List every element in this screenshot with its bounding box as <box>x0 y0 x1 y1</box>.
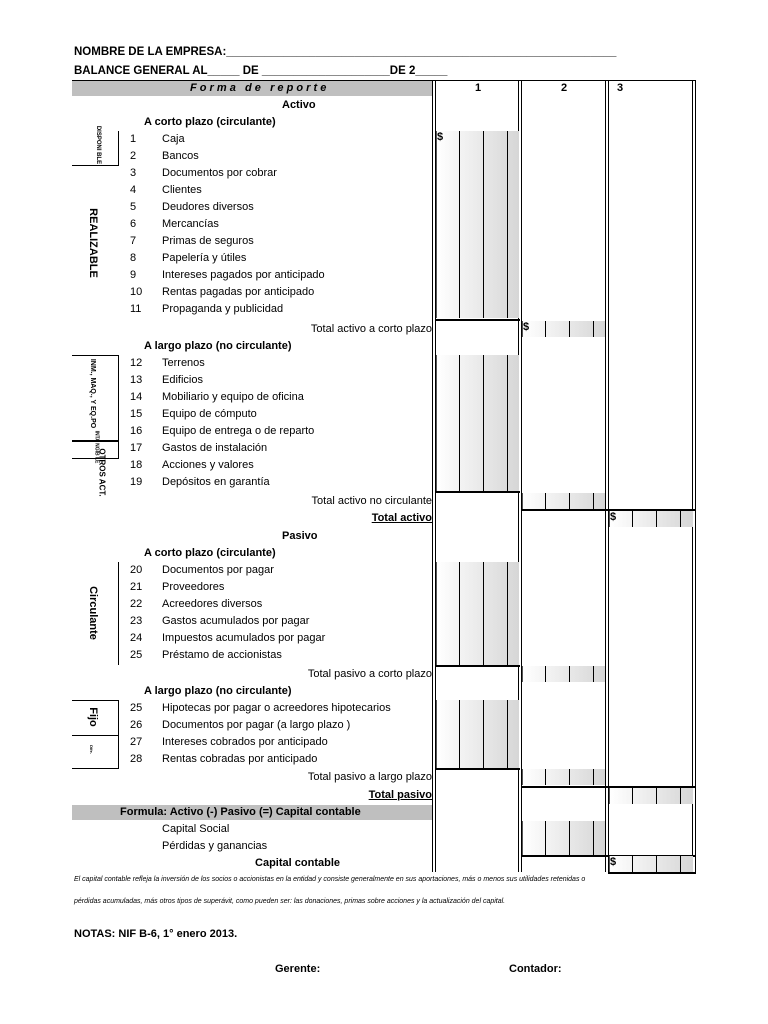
account-label: Edificios <box>162 374 203 386</box>
col2-divider <box>545 321 546 337</box>
account-number: 2 <box>130 150 137 162</box>
capital-social-label: Capital Social <box>162 823 230 835</box>
realizable-label: REALIZABLE <box>86 208 99 278</box>
col2-divider <box>569 821 570 855</box>
col2-divider <box>593 493 594 509</box>
total-activo: Total activo <box>371 512 432 524</box>
account-number: 22 <box>130 598 143 610</box>
total-pasivo-largo: Total pasivo a largo plazo <box>307 771 432 783</box>
col3-bottom-line <box>608 872 696 874</box>
account-number: 26 <box>130 719 143 731</box>
account-label: Primas de seguros <box>162 235 254 247</box>
account-label: Mercancías <box>162 218 219 230</box>
capital-contable-total: Capital contable <box>255 857 340 869</box>
total-pasivo: Total pasivo <box>368 789 432 801</box>
notas: NOTAS: NIF B-6, 1° enero 2013. <box>74 928 238 940</box>
col3-left-line-2 <box>608 80 609 872</box>
account-number: 6 <box>130 218 137 230</box>
account-label: Propaganda y publicidad <box>162 303 284 315</box>
account-number: 1 <box>130 133 137 145</box>
account-number: 10 <box>130 286 143 298</box>
col3-divider <box>656 856 657 872</box>
col3-divider <box>632 856 633 872</box>
col2-divider <box>545 769 546 785</box>
account-label: Documentos por pagar (a largo plazo ) <box>162 719 351 731</box>
note-line-2: pérdidas acumuladas, más otros tipos de superávit, como pueden ser: las donaciones, primas sobre acciones y la actualización del capital. <box>74 898 506 905</box>
inm-maq-label: INM., MAQ., Y EQ.PO <box>89 358 97 429</box>
account-label: Acciones y valores <box>162 459 254 471</box>
header-top-line <box>72 80 696 81</box>
account-label: Impuestos acumulados por pagar <box>162 632 326 644</box>
col2-divider <box>569 769 570 785</box>
column-1-header: 1 <box>475 82 482 94</box>
circulante-label: Circulante <box>86 586 99 640</box>
account-number: 28 <box>130 753 143 765</box>
total-activo-no-circulante: Total activo no circulante <box>311 495 432 507</box>
account-number: 23 <box>130 615 143 627</box>
account-number: 27 <box>130 736 143 748</box>
col2-divider <box>593 821 594 855</box>
col2-divider <box>569 321 570 337</box>
col2-divider <box>545 821 546 855</box>
company-name-line: NOMBRE DE LA EMPRESA:_____________________________________________________________ <box>74 46 617 58</box>
account-number: 4 <box>130 184 137 196</box>
col1-total-line <box>436 665 520 667</box>
col3-divider <box>680 511 681 527</box>
account-number: 14 <box>130 391 143 403</box>
account-number: 16 <box>130 425 143 437</box>
col1-total-line <box>436 768 520 770</box>
section-pasivo: Pasivo <box>282 530 318 542</box>
diferido-bracket <box>72 734 119 769</box>
dollar-sign: $ <box>610 511 617 523</box>
report-form-title: F o r m a d e r e p o r t e <box>190 82 327 94</box>
col1-divider <box>507 131 508 318</box>
account-number: 15 <box>130 408 143 420</box>
col1-divider <box>459 700 460 768</box>
col2-divider <box>545 666 546 682</box>
account-number: 24 <box>130 632 143 644</box>
account-label: Equipo de entrega o de reparto <box>162 425 315 437</box>
account-label: Rentas pagadas por anticipado <box>162 286 315 298</box>
account-label: Terrenos <box>162 357 205 369</box>
account-number: 20 <box>130 564 143 576</box>
account-number: 7 <box>130 235 137 247</box>
col3-divider <box>680 856 681 872</box>
disponible-label: DISPONI BLE <box>95 125 102 165</box>
col3-left-line <box>605 80 606 872</box>
account-number: 11 <box>130 303 142 315</box>
account-label: Proveedores <box>162 581 225 593</box>
balance-date-line: BALANCE GENERAL AL_____ DE ____________________DE 2_____ <box>74 65 448 77</box>
section-activo-largo: A largo plazo (no circulante) <box>144 340 292 352</box>
col1-left-line <box>432 80 433 872</box>
account-number: 3 <box>130 167 137 179</box>
col1-total-line <box>436 319 520 321</box>
col1-divider <box>483 700 484 768</box>
account-label: Depósitos en garantía <box>162 476 270 488</box>
account-label: Intereses cobrados por anticipado <box>162 736 328 748</box>
col3-right-line <box>692 80 693 872</box>
account-number: 17 <box>130 442 143 454</box>
col1-divider <box>483 562 484 665</box>
gerente-signature: Gerente: <box>275 963 321 975</box>
account-number: 18 <box>130 459 143 471</box>
note-line-1: El capital contable refleja la inversión de los socios o accionistas en la entidad y consiste generalmente en sus aportaciones, más o menos sus utilidades retenidas o <box>74 876 586 883</box>
account-label: Deudores diversos <box>162 201 254 213</box>
col1-divider <box>483 355 484 491</box>
formula-text: Formula: Activo (-) Pasivo (=) Capital contable <box>120 806 361 818</box>
account-label: Bancos <box>162 150 199 162</box>
column-3-header: 3 <box>617 82 624 94</box>
account-label: Clientes <box>162 184 202 196</box>
col1-divider <box>459 131 460 318</box>
column-2-header: 2 <box>561 82 568 94</box>
account-number: 12 <box>130 357 143 369</box>
col2-divider <box>593 321 594 337</box>
dollar-sign: $ <box>523 321 530 333</box>
account-number: 9 <box>130 269 137 281</box>
account-label: Gastos acumulados por pagar <box>162 615 310 627</box>
account-number: 25 <box>130 649 143 661</box>
col3-divider <box>680 788 681 804</box>
account-number: 13 <box>130 374 143 386</box>
dollar-sign: $ <box>437 131 444 143</box>
total-pasivo-corto: Total pasivo a corto plazo <box>307 668 432 680</box>
col3-divider <box>632 788 633 804</box>
col2-divider <box>569 666 570 682</box>
col1-total-line <box>436 491 520 493</box>
col1-divider <box>459 355 460 491</box>
account-label: Caja <box>162 133 185 145</box>
account-label: Papelería y útiles <box>162 252 247 264</box>
section-activo: Activo <box>282 99 316 111</box>
otros-act-label: OTROS ACT. <box>97 448 107 497</box>
section-pasivo-largo: A largo plazo (no circulante) <box>144 685 292 697</box>
account-number: 8 <box>130 252 137 264</box>
col1-divider <box>507 562 508 665</box>
account-label: Acreedores diversos <box>162 598 263 610</box>
perdidas-ganancias-label: Pérdidas y ganancias <box>162 840 268 852</box>
account-label: Hipotecas por pagar o acreedores hipotecarios <box>162 702 391 714</box>
section-activo-corto: A corto plazo (circulante) <box>144 116 276 128</box>
total-activo-corto: Total activo a corto plazo <box>310 323 432 335</box>
col1-divider <box>459 562 460 665</box>
col2-divider <box>545 493 546 509</box>
account-number: 19 <box>130 476 143 488</box>
account-number: 25 <box>130 702 143 714</box>
contador-signature: Contador: <box>509 963 562 975</box>
dollar-sign: $ <box>610 856 617 868</box>
account-number: 21 <box>130 581 143 593</box>
account-label: Intereses pagados por anticipado <box>162 269 325 281</box>
col1-divider <box>483 131 484 318</box>
diferido-label: Dife. <box>88 745 94 754</box>
col2-divider <box>569 493 570 509</box>
account-label: Rentas cobradas por anticipado <box>162 753 318 765</box>
col2-left-line-2 <box>521 80 522 872</box>
account-label: Gastos de instalación <box>162 442 268 454</box>
account-number: 5 <box>130 201 137 213</box>
col3-divider <box>656 788 657 804</box>
account-label: Préstamo de accionistas <box>162 649 282 661</box>
section-pasivo-corto: A corto plazo (circulante) <box>144 547 276 559</box>
col2-divider <box>593 666 594 682</box>
col3-divider <box>632 511 633 527</box>
account-label: Documentos por pagar <box>162 564 274 576</box>
col3-right-line-2 <box>695 80 696 872</box>
intangible-label: INTA NGIB LE <box>93 430 100 464</box>
fijo-label: Fijo <box>86 707 99 727</box>
account-label: Mobiliario y equipo de oficina <box>162 391 304 403</box>
col1-divider <box>507 700 508 768</box>
col1-divider <box>507 355 508 491</box>
col2-divider <box>593 769 594 785</box>
account-label: Equipo de cómputo <box>162 408 257 420</box>
col3-divider <box>656 511 657 527</box>
account-label: Documentos por cobrar <box>162 167 277 179</box>
